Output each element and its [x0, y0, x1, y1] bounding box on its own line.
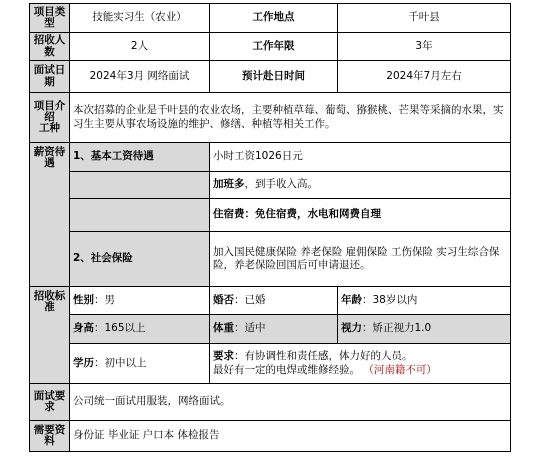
overtime-bold: 加班多 [213, 178, 245, 191]
row-required-documents [30, 421, 511, 452]
row-interview-date [30, 61, 511, 93]
row-height [30, 315, 511, 344]
vision-cell [338, 315, 511, 344]
job-info-document [29, 3, 510, 452]
label-project-type: 项目类型 [30, 4, 70, 33]
label-work-years: 工作年限 [210, 33, 338, 61]
insurance-value: 加入国民健康保险 养老保险 雇佣保险 工伤保险 实习生综合保险，养老保险回国后可申请退还。 [210, 232, 511, 287]
row-project-type [30, 4, 511, 33]
education-label: 学历 [73, 356, 94, 369]
housing-spacer [70, 199, 210, 232]
label-interview-requirement: 面试要求 [30, 384, 70, 421]
label-recruit-standard: 招收标准 [30, 287, 70, 384]
housing-cell [210, 199, 511, 232]
requirement-line1: ：有协调性和责任感，体力好的人员。 [234, 350, 413, 363]
label-salary: 薪资待遇 [30, 143, 70, 287]
basic-salary-value: 小时工资1026日元 [210, 143, 511, 172]
value-departure-time: 2024年7月左右 [338, 61, 511, 93]
label-departure-time: 预计赴日时间 [210, 61, 338, 93]
weight-cell [210, 315, 338, 344]
row-headcount [30, 33, 511, 61]
vision-label: 视力 [341, 322, 362, 335]
overtime-spacer [70, 172, 210, 199]
row-overtime [30, 172, 511, 199]
insurance-title: 2、社会保险 [70, 232, 210, 287]
marriage-label: 婚否 [213, 293, 234, 306]
requirement-note: （河南籍不可） [363, 363, 437, 376]
gender-value: ：男 [94, 293, 115, 306]
row-housing [30, 199, 511, 232]
value-headcount: 2人 [70, 33, 210, 61]
overtime-cell [210, 172, 511, 199]
value-project-type: 技能实习生（农业） [70, 4, 210, 33]
row-insurance [30, 232, 511, 287]
job-info-table [29, 3, 511, 452]
label-required-documents: 需要资料 [30, 421, 70, 452]
age-value: ：38岁以内 [362, 293, 418, 306]
requirement-cell [210, 344, 511, 384]
marriage-cell [210, 287, 338, 315]
basic-salary-title: 1、基本工资待遇 [70, 143, 210, 172]
value-interview-date: 2024年3月 网络面试 [70, 61, 210, 93]
gender-cell [70, 287, 210, 315]
marriage-value: ：已婚 [234, 293, 266, 306]
age-cell [338, 287, 511, 315]
value-project-intro: 本次招募的企业是千叶县的农业农场，主要种植草莓、葡萄、猕猴桃、芒果等采摘的水果，实习生主要从事农场设施的维护、修缮、种植等相关工作。 [70, 93, 511, 143]
value-work-location: 千叶县 [338, 4, 511, 33]
label-project-intro: 项目介绍 工种 [30, 93, 70, 143]
requirement-label: 要求 [213, 350, 234, 363]
gender-label: 性别 [73, 293, 94, 306]
weight-value: ：适中 [234, 322, 266, 335]
age-label: 年龄 [341, 293, 362, 306]
weight-label: 体重 [213, 322, 234, 335]
row-basic-salary [30, 143, 511, 172]
height-cell [70, 315, 210, 344]
requirement-line2: 最好有一定的电焊或维修经验。 [213, 363, 360, 376]
value-required-documents: 身份证 毕业证 户口本 体检报告 [70, 421, 511, 452]
row-interview-requirement [30, 384, 511, 421]
height-label: 身高 [73, 322, 94, 335]
value-work-years: 3年 [338, 33, 511, 61]
overtime-rest: ，到手收入高。 [244, 178, 318, 191]
vision-value: ：矫正视力1.0 [362, 322, 432, 335]
row-project-intro [30, 93, 511, 143]
education-cell [70, 344, 210, 384]
row-gender [30, 287, 511, 315]
value-interview-requirement: 公司统一面试用服装，网络面试。 [70, 384, 511, 421]
housing-value: 免住宿费，水电和网费自理 [255, 208, 381, 221]
row-education [30, 344, 511, 384]
label-interview-date: 面试日期 [30, 61, 70, 93]
label-headcount: 招收人数 [30, 33, 70, 61]
height-value: ：165以上 [94, 322, 146, 335]
housing-label: 住宿费： [213, 208, 255, 221]
label-work-location: 工作地点 [210, 4, 338, 33]
education-value: ：初中以上 [94, 356, 147, 369]
